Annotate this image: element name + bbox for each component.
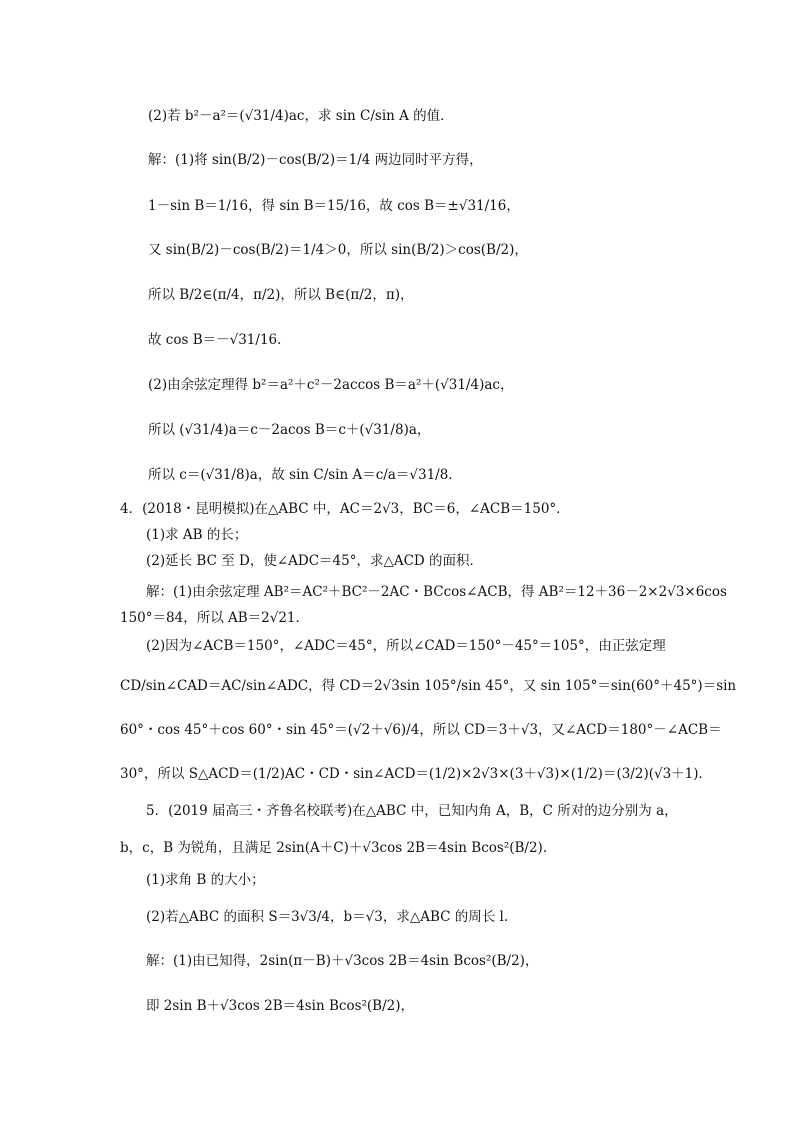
text-line: (2)若 b²－a²＝(√31/4)ac，求 sin C/sin A 的值． (148, 108, 454, 124)
text-line: 5．(2019 届高三・齐鲁名校联考)在△ABC 中，已知内角 A，B，C 所对的边分别为 a， (146, 803, 678, 819)
text-line: 所以 c＝(√31/8)a，故 sin C/sin A＝c/a＝√31/8． (148, 467, 462, 483)
text-line: (1)求角 B 的大小； (146, 872, 265, 888)
text-line: (1)求 AB 的长； (146, 527, 248, 543)
text-line: 4．(2018・昆明模拟)在△ABC 中，AC＝2√3，BC＝6，∠ACB＝150°． (120, 501, 570, 517)
text-line: 所以 B/2∈(π/4，π/2)，所以 B∈(π/2，π)， (148, 287, 414, 303)
text-line: 解：(1)由余弦定理 AB²＝AC²＋BC²－2AC・BCcos∠ACB，得 AB²＝12＋36－2×2√3×6cos (146, 584, 727, 600)
text-line: 1－sin B＝1/16，得 sin B＝15/16，故 cos B＝±√31/16， (148, 198, 520, 214)
text-line: 解：(1)由已知得，2sin(π－B)＋√3cos 2B＝4sin Bcos²(B/2)， (146, 953, 539, 969)
text-line: (2)延长 BC 至 D，使∠ADC＝45°，求△ACD 的面积． (146, 553, 484, 569)
text-line: (2)若△ABC 的面积 S＝3√3/4，b＝√3，求△ABC 的周长 l. (146, 909, 509, 925)
text-line: 又 sin(B/2)－cos(B/2)＝1/4＞0，所以 sin(B/2)＞cos(B/2)， (148, 242, 528, 258)
text-line: 150°＝84，所以 AB＝2√21. (120, 610, 300, 626)
text-line: 故 cos B＝－√31/16． (148, 332, 291, 348)
text-line: 解：(1)将 sin(B/2)－cos(B/2)＝1/4 两边同时平方得， (148, 152, 483, 168)
text-line: 30°，所以 S△ACD＝(1/2)AC・CD・sin∠ACD＝(1/2)×2√3×(3＋√3)×(1/2)＝(3/2)(√3＋1)． (120, 766, 713, 782)
text-line: (2)由余弦定理得 b²＝a²＋c²－2accos B＝a²＋(√31/4)ac， (148, 377, 514, 393)
text-line: 即 2sin B＋√3cos 2B＝4sin Bcos²(B/2)， (146, 998, 415, 1014)
text-line: 60°・cos 45°＋cos 60°・sin 45°＝(√2＋√6)/4，所以 CD＝3＋√3，又∠ACD＝180°－∠ACB＝ (120, 722, 722, 738)
text-line: 所以 (√31/4)a＝c－2acos B＝c＋(√31/8)a， (148, 422, 431, 438)
text-line: b，c，B 为锐角，且满足 2sin(A＋C)＋√3cos 2B＝4sin Bcos²(B/2). (120, 840, 548, 856)
text-line: CD/sin∠CAD＝AC/sin∠ADC，得 CD＝2√3sin 105°/sin 45°，又 sin 105°＝sin(60°＋45°)＝sin (120, 678, 737, 694)
text-line: (2)因为∠ACB＝150°，∠ADC＝45°，所以∠CAD＝150°－45°＝105°，由正弦定理 (146, 638, 666, 654)
